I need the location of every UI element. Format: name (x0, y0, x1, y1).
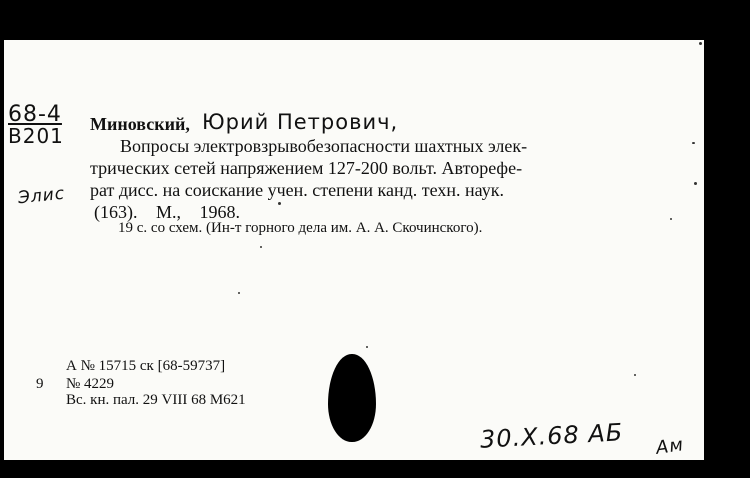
physical-description: 19 с. со схем. (Ин-т горного дела им. А. А. Скочинского). (118, 220, 483, 236)
scan-speck (366, 346, 368, 348)
scan-speck (278, 202, 281, 205)
handwritten-date: 30.X.68 АБ (479, 418, 624, 454)
title-line-2: трических сетей напряжением 127-200 вольт. Авторефе- (90, 158, 523, 178)
author-given-names: Юрий Петрович, (202, 110, 399, 134)
accession-line-1: А № 15715 ск [68-59737] (66, 358, 226, 374)
title-line-4: (163). М., 1968. (94, 202, 240, 222)
scan-speck (692, 142, 695, 144)
call-number-line2: B201 (8, 124, 64, 148)
scan-speck (238, 292, 240, 294)
scan-speck (634, 374, 636, 376)
title-line-1: Вопросы электровзрывобезопасности шахтных элек- (120, 136, 528, 156)
signature: Ам (654, 434, 686, 459)
author-surname: Миновский, (90, 114, 190, 134)
margin-note: Элис (17, 183, 67, 209)
accession-prefix: 9 (36, 376, 44, 392)
scan-speck (670, 218, 672, 220)
accession-line-3: Вс. кн. пал. 29 VIII 68 М621 (66, 392, 246, 408)
accession-line-2: № 4229 (66, 376, 115, 392)
scan-speck (699, 42, 702, 45)
title-line-3: рат дисс. на соискание учен. степени канд. техн. наук. (90, 180, 504, 200)
call-number-line1: 68-4 (8, 102, 62, 127)
scan-speck (694, 182, 697, 185)
catalog-card (4, 40, 704, 460)
ink-blot (328, 354, 376, 442)
scan-speck (260, 246, 262, 248)
